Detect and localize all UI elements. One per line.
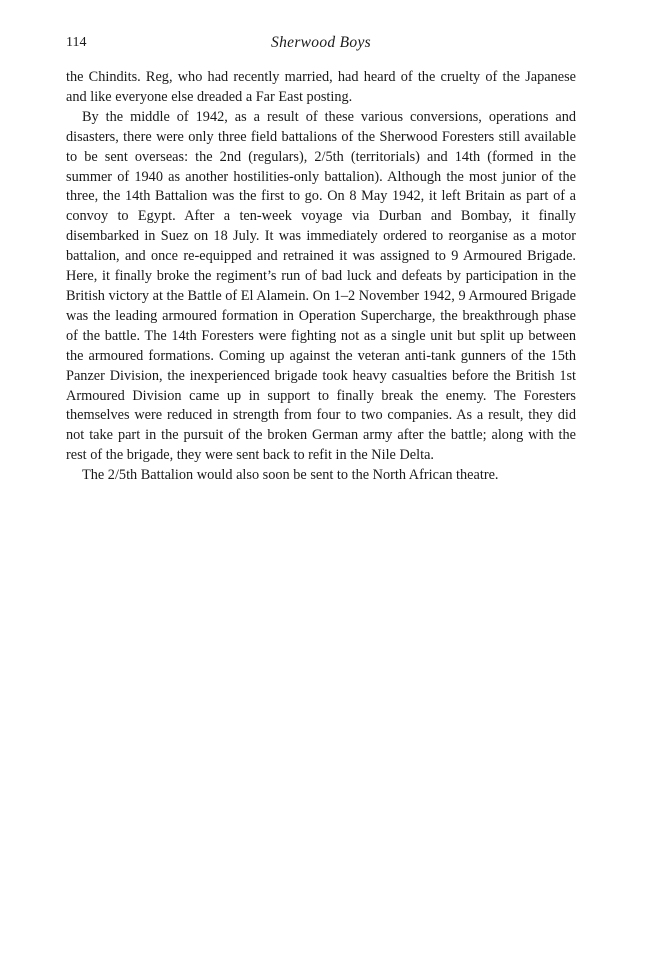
- body-text: [66, 68, 576, 486]
- paragraph-battalions: By the middle of 1942, as a result of these various conversions, operations and disasters, there were only three field battalions of the Sherwood Foresters still available to be sent overseas: the 2nd (regulars), 2/5th (territorials) and 14th (formed in the summer of 1940 as another hostilities-only battalion). Although the most junior of the three, the 14th Battalion was the first to go. On 8 May 1942, it left Britain as part of a convoy to Egypt. After a ten-week voyage via Durban and Bombay, it finally disembarked in Suez on 18 July. It was immediately ordered to reorganise as a motor battalion, and once re-equipped and retrained it was assigned to 9 Armoured Brigade. Here, it finally broke the regiment’s run of bad luck and defeats by participation in the British victory at the Battle of El Alamein. On 1–2 November 1942, 9 Armoured Brigade was the leading armoured formation in Operation Supercharge, the breakthrough phase of the battle. The 14th Foresters were fighting not as a single unit but split up between the armoured formations. Coming up against the veteran anti-tank gunners of the 15th Panzer Division, the inexperienced brigade took heavy casualties before the British 1st Armoured Division came up in support to finally break the enemy. The Foresters themselves were reduced in strength from four to two companies. As a result, they did not take part in the pursuit of the broken German army after the battle; along with the rest of the brigade, they were sent back to refit in the Nile Delta.: [66, 108, 576, 464]
- running-title: Sherwood Boys: [271, 34, 371, 51]
- paragraph-north-africa: The 2/5th Battalion would also soon be sent to the North African theatre.: [82, 467, 499, 484]
- paragraph-continuation: the Chindits. Reg, who had recently married, had heard of the cruelty of the Japanese and like everyone else dreaded a Far East posting.: [66, 69, 576, 105]
- running-header: [66, 33, 576, 57]
- page-number: 114: [66, 35, 87, 50]
